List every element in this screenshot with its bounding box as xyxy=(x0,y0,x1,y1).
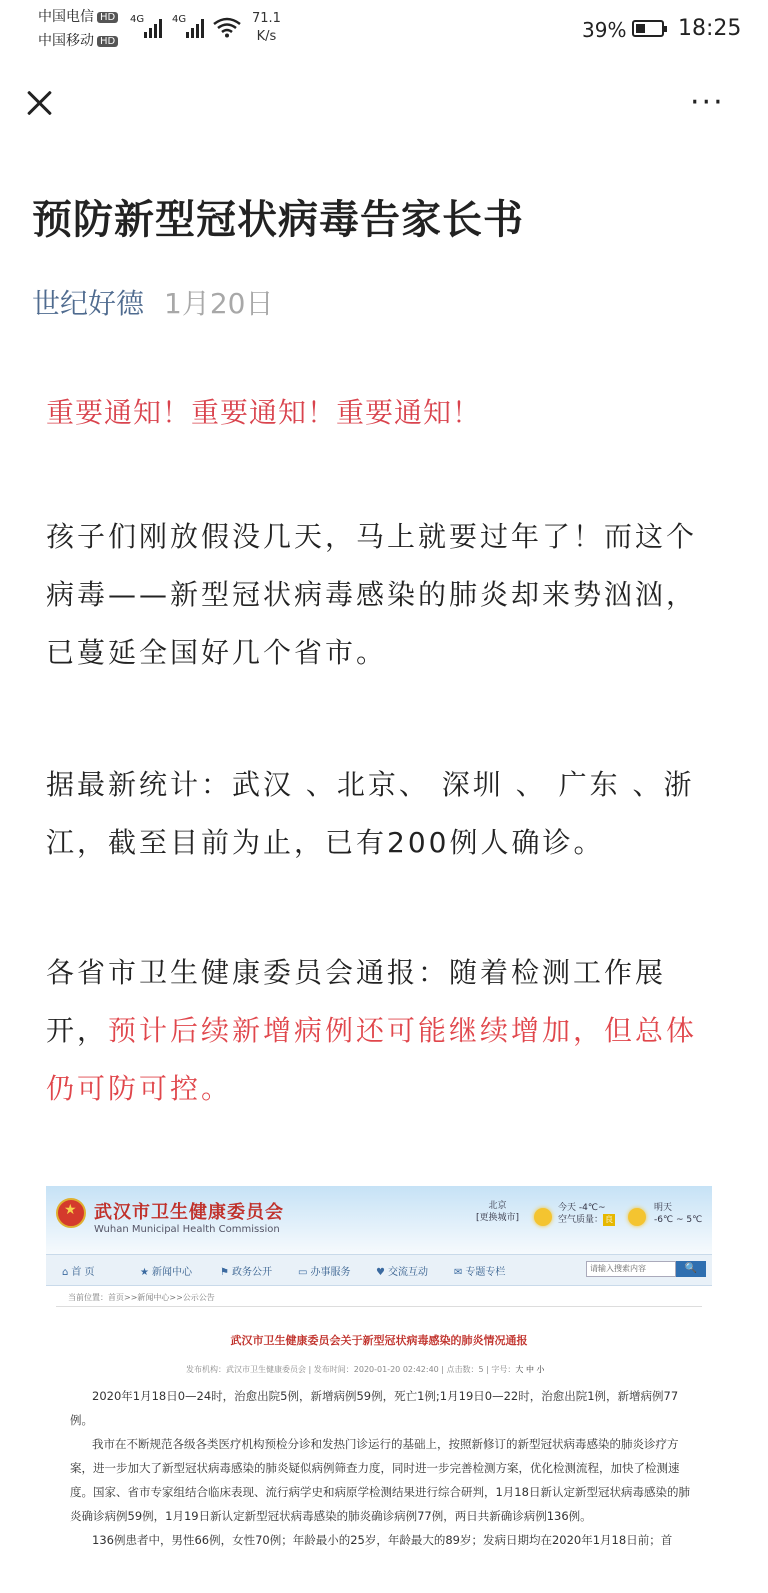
site-search-input[interactable]: 请输入搜索内容 xyxy=(586,1261,676,1277)
top-bar xyxy=(0,60,768,150)
battery-percent: 39% xyxy=(582,18,627,42)
nav-item-news[interactable]: ★ 新闻中心 xyxy=(140,1267,192,1278)
site-org-name-en: Wuhan Municipal Health Commission xyxy=(94,1224,280,1235)
weather-switch-city[interactable]: [更换城市] xyxy=(476,1213,520,1223)
star-icon: ★ xyxy=(140,1267,149,1278)
weather-city xyxy=(476,1200,519,1224)
sun-icon xyxy=(628,1208,646,1226)
notice-paragraph: 136例患者中，男性66例，女性70例；年龄最小的25岁，年龄最大的89岁；发病日期均在2020年1月18日前；首 xyxy=(92,1533,673,1547)
nav-item-home[interactable]: ⌂ 首 页 xyxy=(62,1267,95,1278)
net-speed-unit: K/s xyxy=(256,29,277,44)
nav-item-gov[interactable]: ⚑ 政务公开 xyxy=(220,1267,272,1278)
nav-item-interact[interactable]: ♥ 交流互动 xyxy=(376,1267,428,1278)
site-header xyxy=(46,1186,712,1254)
site-org-name: 武汉市卫生健康委员会 xyxy=(94,1202,284,1223)
important-notice: 重要通知！重要通知！重要通知！ xyxy=(46,396,482,429)
notice-body xyxy=(70,1384,690,1552)
net-speed-value: 71.1 xyxy=(252,11,281,26)
weather-tomorrow xyxy=(654,1202,702,1226)
nav-item-topics[interactable]: ✉ 专题专栏 xyxy=(454,1267,506,1278)
weather-city-name: 北京 xyxy=(488,1201,507,1211)
author-link[interactable]: 世纪好德 xyxy=(32,287,145,320)
article-title: 预防新型冠状病毒告家长书 xyxy=(32,197,524,243)
publish-date: 1月20日 xyxy=(164,287,274,320)
more-options-button[interactable]: ··· xyxy=(690,85,725,120)
site-nav xyxy=(46,1254,712,1286)
notice-meta-text: 发布机构：武汉市卫生健康委员会 | 发布时间：2020-01-20 02:42:40 | 点击数：5 | 字号： xyxy=(186,1365,516,1374)
notice-meta xyxy=(186,1364,545,1375)
sun-icon xyxy=(534,1208,552,1226)
divider xyxy=(56,1306,702,1307)
hd-badge: HD xyxy=(97,36,118,47)
chat-icon: ✉ xyxy=(454,1267,463,1278)
notice-paragraph: 2020年1月18日0—24时，治愈出院5例，新增病例59例，死亡1例;1月19日0—22时，治愈出院1例，新增病例77例。 xyxy=(70,1389,679,1427)
paragraph-1: 孩子们刚放假没几天，马上就要过年了！而这个病毒——新型冠状病毒感染的肺炎却来势汹汹，已蔓延全国好几个省市。 xyxy=(46,520,698,669)
article-meta xyxy=(32,282,273,322)
carrier-telecom xyxy=(38,6,118,26)
air-quality-badge: 良 xyxy=(605,1215,614,1224)
network-type-1: 4G xyxy=(130,14,145,25)
hd-badge: HD xyxy=(97,12,118,23)
heart-icon: ♥ xyxy=(376,1267,385,1278)
wifi-icon xyxy=(212,16,242,38)
breadcrumb: 当前位置：首页>>新闻中心>>公示公告 xyxy=(68,1293,215,1302)
carrier-telecom-label: 中国电信 xyxy=(38,9,94,25)
weather-tomorrow-temp: -6℃ ~ 5℃ xyxy=(654,1215,703,1225)
signal-icon xyxy=(144,16,166,38)
notice-title: 武汉市卫生健康委员会关于新型冠状病毒感染的肺炎情况通报 xyxy=(230,1334,528,1347)
paragraph-2: 据最新统计：武汉 、北京、 深圳 、 广东 、浙江，截至目前为止，已有200例人确诊。 xyxy=(46,768,695,859)
paragraph-3 xyxy=(46,944,726,1118)
national-emblem-icon xyxy=(56,1198,86,1228)
network-type-2: 4G xyxy=(172,14,187,25)
paragraph-3-highlight: 预计后续新增病例还可能继续增加，但总体仍可防可控。 xyxy=(46,1014,698,1105)
home-icon: ⌂ xyxy=(62,1267,69,1278)
weather-today-temp: 今天 -4℃~ xyxy=(558,1203,606,1213)
paragraph-3-text: 各省市卫生健康委员会通报：随着检测工作展开， xyxy=(46,956,667,1047)
weather-today xyxy=(558,1202,615,1226)
notice-paragraph: 我市在不断规范各级各类医疗机构预检分诊和发热门诊运行的基础上，按照新修订的新型冠状病毒感染的肺炎诊疗方案，进一步加大了新型冠状病毒感染的肺炎疑似病例筛查力度，同时进一步完善检测方案，优化检测流程，加快了检测速度。国家、省市专家组结合临床表现、流行病学史和病原学检测结果进行综合研判，1月18日新认定新型冠状病毒感染的肺炎确诊病例59例，1月19日新认定新型冠状病毒感染的肺炎确诊病例77例，两日共新确诊病例136例。 xyxy=(70,1437,690,1523)
weather-tomorrow-label: 明天 xyxy=(654,1203,673,1213)
battery-icon xyxy=(632,20,664,37)
flag-icon: ⚑ xyxy=(220,1267,229,1278)
carrier-mobile xyxy=(38,30,118,50)
close-icon[interactable] xyxy=(22,85,58,121)
net-speed xyxy=(252,10,281,46)
embedded-screenshot[interactable] xyxy=(46,1186,712,1593)
carrier-mobile-label: 中国移动 xyxy=(38,33,94,49)
monitor-icon: ▭ xyxy=(298,1267,308,1278)
search-icon[interactable]: 🔍 xyxy=(676,1261,706,1277)
font-size-options[interactable]: 大 中 小 xyxy=(515,1365,545,1374)
nav-item-services[interactable]: ▭ 办事服务 xyxy=(298,1267,351,1278)
status-bar xyxy=(0,0,768,60)
signal-icon xyxy=(186,16,208,38)
air-quality-label: 空气质量： xyxy=(558,1215,604,1225)
clock: 18:25 xyxy=(678,16,742,41)
